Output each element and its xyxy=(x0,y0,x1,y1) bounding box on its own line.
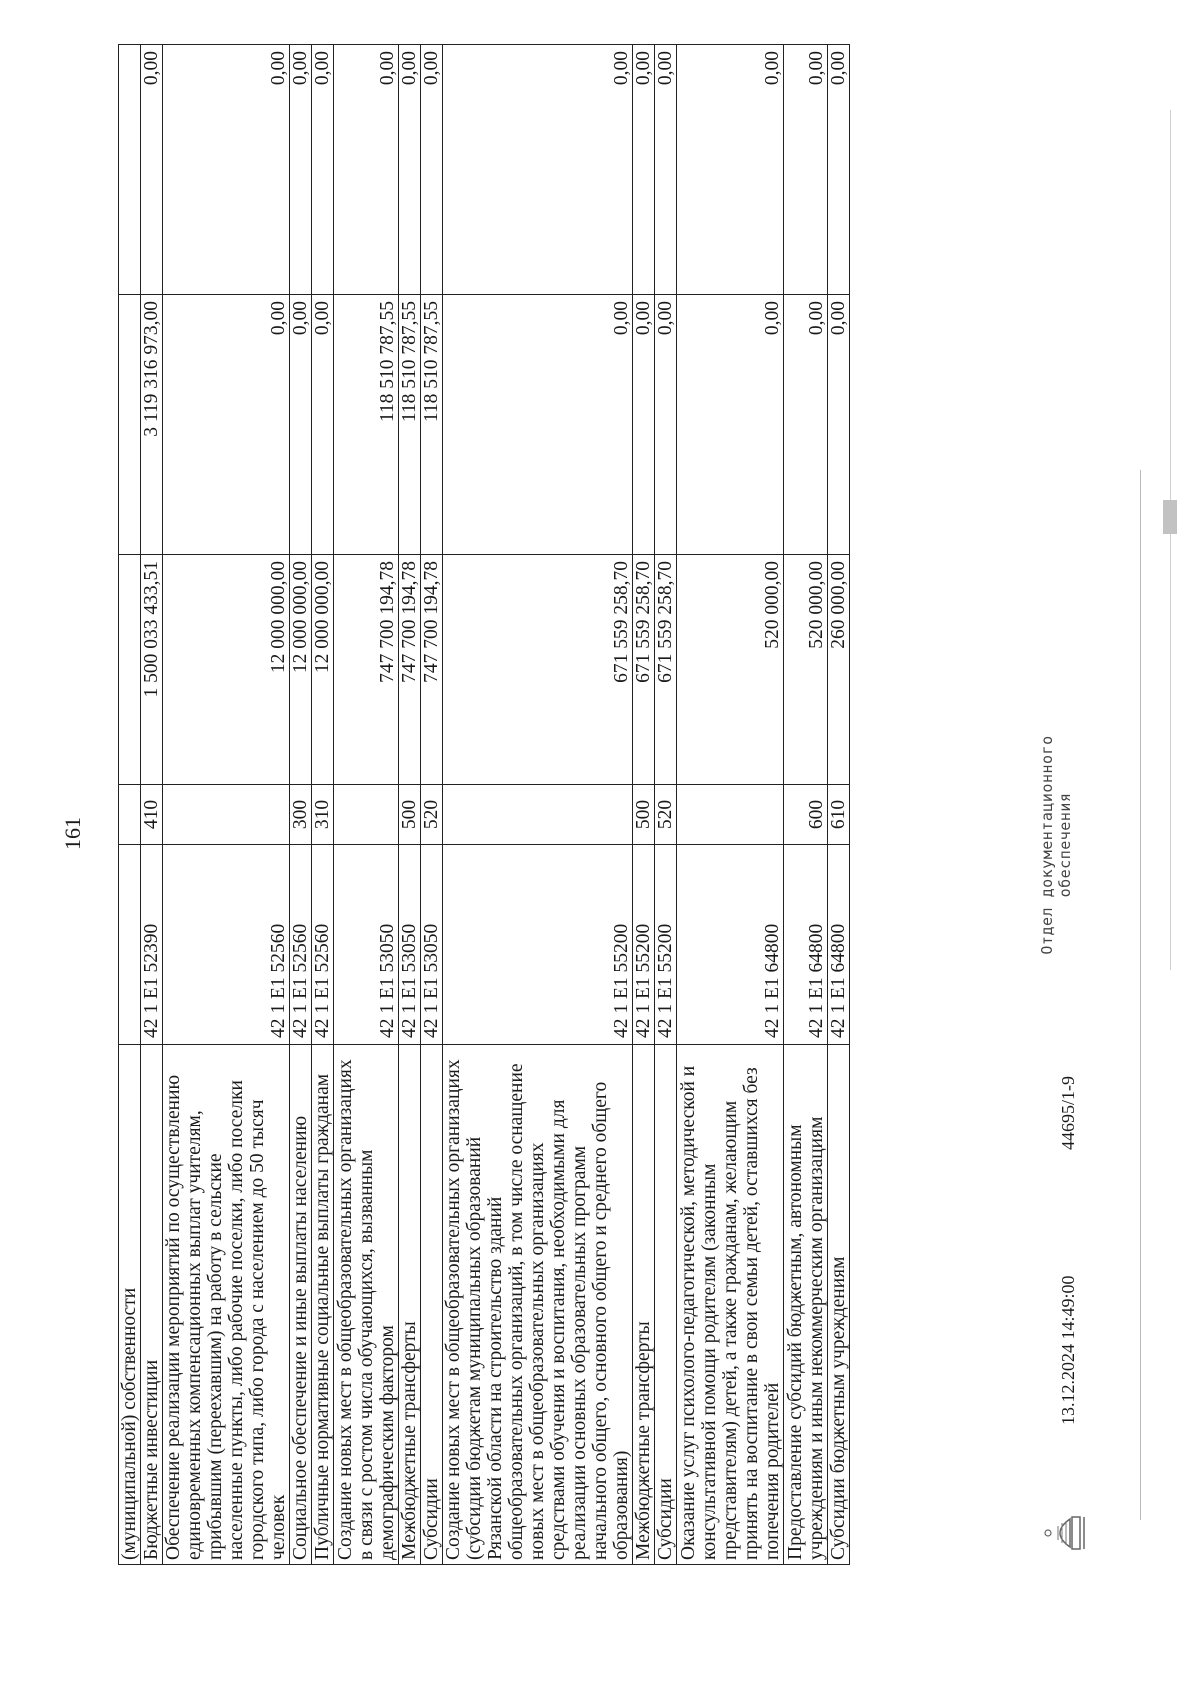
table-row xyxy=(655,45,677,1565)
row-amount-2-cell xyxy=(119,295,141,555)
footer-document-number: 44695/1-9 xyxy=(1058,1076,1078,1150)
row-name-cell: (муниципальной) собственности xyxy=(119,1045,141,1565)
row-name-cell: Оказание услуг психолого-педагогической, методической и консультативной помощи родителям (законным представителям) детей, а также гражданам, желающим принять на воспитание в свои семьи детей, оставшихся без попечения родителей xyxy=(677,1045,784,1565)
table-row xyxy=(633,45,655,1565)
row-amount-3-cell: 0,00 xyxy=(677,45,784,295)
row-name-cell: Социальное обеспечение и иные выплаты населению xyxy=(290,1045,312,1565)
row-code-cell: 42 1 E1 64800 xyxy=(784,845,828,1045)
row-amount-3-cell: 0,00 xyxy=(399,45,421,295)
row-amount-3-cell: 0,00 xyxy=(334,45,399,295)
row-amount-3-cell: 0,00 xyxy=(312,45,334,295)
budget-table-body xyxy=(119,45,850,1565)
row-amount-2-cell: 0,00 xyxy=(828,295,850,555)
row-expense-type-cell: 500 xyxy=(633,785,655,845)
coat-of-arms-emblem xyxy=(1042,1511,1088,1555)
row-name-cell: Создание новых мест в общеобразовательных организациях в связи с ростом числа обучающихся, вызванным демографическим фактором xyxy=(334,1045,399,1565)
row-expense-type-cell xyxy=(677,785,784,845)
row-expense-type-cell xyxy=(334,785,399,845)
row-amount-1-cell: 747 700 194,78 xyxy=(334,555,399,785)
row-amount-2-cell: 0,00 xyxy=(312,295,334,555)
row-amount-1-cell: 12 000 000,00 xyxy=(163,555,290,785)
row-amount-1-cell xyxy=(119,555,141,785)
page-number: 161 xyxy=(60,817,85,850)
row-amount-3-cell: 0,00 xyxy=(163,45,290,295)
row-expense-type-cell xyxy=(443,785,633,845)
row-expense-type-cell xyxy=(163,785,290,845)
table-row xyxy=(421,45,443,1565)
row-name-cell: Создание новых мест в общеобразовательных организациях (субсидии бюджетам муниципальных образований Рязанской области на строительство зданий общеобразовательных организаций, в том числе оснащение новых мест в общеобразовательных организациях средствами обучения и воспитания, необходимыми для реализации основных образовательных программ начального общего, основного общего и среднего общего образования) xyxy=(443,1045,633,1565)
row-amount-3-cell xyxy=(119,45,141,295)
row-amount-1-cell: 520 000,00 xyxy=(677,555,784,785)
footer-department-line2: обеспечения xyxy=(1056,792,1074,898)
row-code-cell: 42 1 E1 53050 xyxy=(399,845,421,1045)
row-expense-type-cell: 310 xyxy=(312,785,334,845)
row-name-cell: Субсидии бюджетным учреждениям xyxy=(828,1045,850,1565)
row-name-cell: Бюджетные инвестиции xyxy=(141,1045,163,1565)
footer-department-line1: Отдел документационного xyxy=(1038,735,1056,955)
row-expense-type-cell: 600 xyxy=(784,785,828,845)
row-name-cell: Предоставление субсидий бюджетным, автономным учреждениям и иным некоммерческим организациям xyxy=(784,1045,828,1565)
row-code-cell: 42 1 E1 52560 xyxy=(163,845,290,1045)
row-amount-3-cell: 0,00 xyxy=(290,45,312,295)
row-code-cell: 42 1 E1 52560 xyxy=(290,845,312,1045)
table-row xyxy=(119,45,141,1565)
table-row xyxy=(141,45,163,1565)
row-name-cell: Межбюджетные трансферты xyxy=(633,1045,655,1565)
row-amount-2-cell: 118 510 787,55 xyxy=(421,295,443,555)
row-amount-1-cell: 671 559 258,70 xyxy=(443,555,633,785)
row-expense-type-cell: 300 xyxy=(290,785,312,845)
row-amount-3-cell: 0,00 xyxy=(784,45,828,295)
row-amount-2-cell: 0,00 xyxy=(633,295,655,555)
row-expense-type-cell: 520 xyxy=(655,785,677,845)
row-amount-2-cell: 3 119 316 973,00 xyxy=(141,295,163,555)
row-amount-2-cell: 0,00 xyxy=(163,295,290,555)
row-code-cell: 42 1 E1 64800 xyxy=(828,845,850,1045)
row-amount-3-cell: 0,00 xyxy=(633,45,655,295)
row-amount-2-cell: 0,00 xyxy=(443,295,633,555)
scan-margin-mark xyxy=(1170,110,1171,970)
table-row xyxy=(163,45,290,1565)
scan-margin-mark xyxy=(1140,470,1141,1520)
row-amount-2-cell: 0,00 xyxy=(655,295,677,555)
row-amount-1-cell: 12 000 000,00 xyxy=(312,555,334,785)
row-name-cell: Межбюджетные трансферты xyxy=(399,1045,421,1565)
row-expense-type-cell: 520 xyxy=(421,785,443,845)
row-expense-type-cell: 500 xyxy=(399,785,421,845)
row-name-cell: Субсидии xyxy=(421,1045,443,1565)
table-row xyxy=(334,45,399,1565)
row-amount-3-cell: 0,00 xyxy=(141,45,163,295)
table-row xyxy=(784,45,828,1565)
row-name-cell: Обеспечение реализации мероприятий по осуществлению единовременных компенсационных выплат учителям, прибывшим (переехавшим) на работу в сельские населенные пункты, либо рабочие поселки, либо поселки городского типа, либо города с населением до 50 тысяч человек xyxy=(163,1045,290,1565)
row-amount-2-cell: 0,00 xyxy=(290,295,312,555)
row-expense-type-cell: 610 xyxy=(828,785,850,845)
table-row xyxy=(399,45,421,1565)
row-amount-1-cell: 260 000,00 xyxy=(828,555,850,785)
row-amount-1-cell: 671 559 258,70 xyxy=(655,555,677,785)
table-row xyxy=(828,45,850,1565)
table-row xyxy=(312,45,334,1565)
row-amount-1-cell: 1 500 033 433,51 xyxy=(141,555,163,785)
footer-datetime: 13.12.2024 14:49:00 xyxy=(1058,1275,1078,1425)
row-amount-1-cell: 747 700 194,78 xyxy=(399,555,421,785)
row-code-cell: 42 1 E1 52560 xyxy=(312,845,334,1045)
row-amount-1-cell: 671 559 258,70 xyxy=(633,555,655,785)
row-expense-type-cell xyxy=(119,785,141,845)
row-amount-2-cell: 118 510 787,55 xyxy=(399,295,421,555)
row-code-cell xyxy=(119,845,141,1045)
row-amount-3-cell: 0,00 xyxy=(443,45,633,295)
row-name-cell: Субсидии xyxy=(655,1045,677,1565)
row-name-cell: Публичные нормативные социальные выплаты гражданам xyxy=(312,1045,334,1565)
row-code-cell: 42 1 E1 55200 xyxy=(655,845,677,1045)
row-amount-2-cell: 0,00 xyxy=(677,295,784,555)
budget-table xyxy=(118,44,850,1565)
row-amount-3-cell: 0,00 xyxy=(828,45,850,295)
row-amount-1-cell: 12 000 000,00 xyxy=(290,555,312,785)
scan-margin-mark xyxy=(1163,500,1177,534)
row-code-cell: 42 1 E1 53050 xyxy=(421,845,443,1045)
row-amount-3-cell: 0,00 xyxy=(421,45,443,295)
row-amount-3-cell: 0,00 xyxy=(655,45,677,295)
row-amount-2-cell: 118 510 787,55 xyxy=(334,295,399,555)
row-code-cell: 42 1 E1 53050 xyxy=(334,845,399,1045)
row-code-cell: 42 1 E1 64800 xyxy=(677,845,784,1045)
row-code-cell: 42 1 E1 55200 xyxy=(443,845,633,1045)
row-amount-1-cell: 520 000,00 xyxy=(784,555,828,785)
row-code-cell: 42 1 E1 55200 xyxy=(633,845,655,1045)
row-code-cell: 42 1 E1 52390 xyxy=(141,845,163,1045)
table-row xyxy=(290,45,312,1565)
footer-department-stamp xyxy=(1038,685,1074,1005)
table-row xyxy=(677,45,784,1565)
row-expense-type-cell: 410 xyxy=(141,785,163,845)
row-amount-2-cell: 0,00 xyxy=(784,295,828,555)
table-row xyxy=(443,45,633,1565)
row-amount-1-cell: 747 700 194,78 xyxy=(421,555,443,785)
